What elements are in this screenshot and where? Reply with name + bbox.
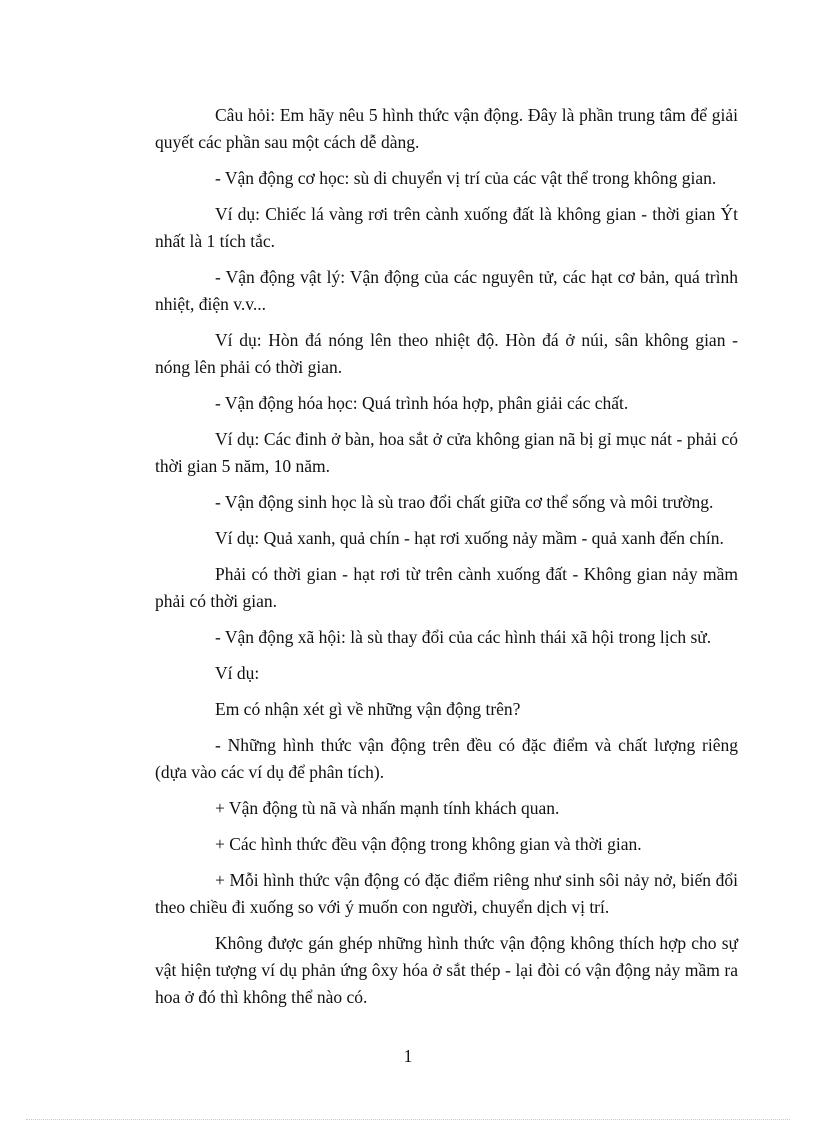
paragraph-conclusion: Không được gán ghép những hình thức vận động không thích hợp cho sự vật hiện tượng ví dụ phản ứng ôxy hóa ở sắt thép - lại đòi có vận động nảy mầm ra hoa ở đó thì không thể nào có. (155, 933, 738, 1007)
paragraph-mechanical-example: Ví dụ: Chiếc lá vàng rơi trên cành xuống đất là không gian - thời gian Ýt nhất là 1 tích tắc. (155, 204, 738, 251)
paragraph-review-point-4: + Mỗi hình thức vận động có đặc điểm riêng như sinh sôi nảy nở, biến đổi theo chiều đi xuống so với ý muốn con người, chuyển dịch vị trí. (155, 870, 738, 917)
paragraph-chemical-motion: - Vận động hóa học: Quá trình hóa hợp, phân giải các chất. (215, 393, 629, 413)
paragraph-biological-motion: - Vận động sinh học là sù trao đổi chất giữa cơ thể sống và môi trường. (215, 492, 714, 512)
paragraph-biological-example: Ví dụ: Quả xanh, quả chín - hạt rơi xuống nảy mầm - quả xanh đến chín. (215, 528, 724, 548)
paragraph-review-point-3: + Các hình thức đều vận động trong không gian và thời gian. (215, 834, 642, 854)
paragraph-physical-motion: - Vận động vật lý: Vận động của các nguyên tử, các hạt cơ bản, quá trình nhiệt, điện v.v... (155, 267, 738, 314)
paragraph-biological-time: Phải có thời gian - hạt rơi từ trên cành xuống đất - Không gian nảy mầm phải có thời gian. (155, 564, 738, 611)
page-number: 1 (403, 1046, 413, 1066)
paragraph-question: Câu hỏi: Em hãy nêu 5 hình thức vận động. Đây là phần trung tâm để giải quyết các phần sau một cách dễ dàng. (155, 105, 738, 152)
paragraph-social-example: Ví dụ: (215, 663, 260, 683)
page-bottom-divider (26, 1119, 790, 1120)
document-body (155, 102, 738, 1020)
paragraph-social-motion: - Vận động xã hội: là sù thay đổi của các hình thái xã hội trong lịch sử. (215, 627, 712, 647)
paragraph-chemical-example: Ví dụ: Các đinh ở bàn, hoa sắt ở cửa không gian nã bị gỉ mục nát - phải có thời gian 5 năm, 10 năm. (155, 429, 738, 476)
paragraph-review-question: Em có nhận xét gì về những vận động trên? (215, 699, 521, 719)
paragraph-review-point-2: + Vận động tù nã và nhấn mạnh tính khách quan. (215, 798, 560, 818)
paragraph-mechanical-motion: - Vận động cơ học: sù di chuyển vị trí của các vật thể trong không gian. (215, 168, 717, 188)
paragraph-review-point-1: - Những hình thức vận động trên đều có đặc điểm và chất lượng riêng (dựa vào các ví dụ để phân tích). (155, 735, 738, 782)
paragraph-physical-example: Ví dụ: Hòn đá nóng lên theo nhiệt độ. Hòn đá ở núi, sân không gian - nóng lên phải có thời gian. (155, 330, 738, 377)
